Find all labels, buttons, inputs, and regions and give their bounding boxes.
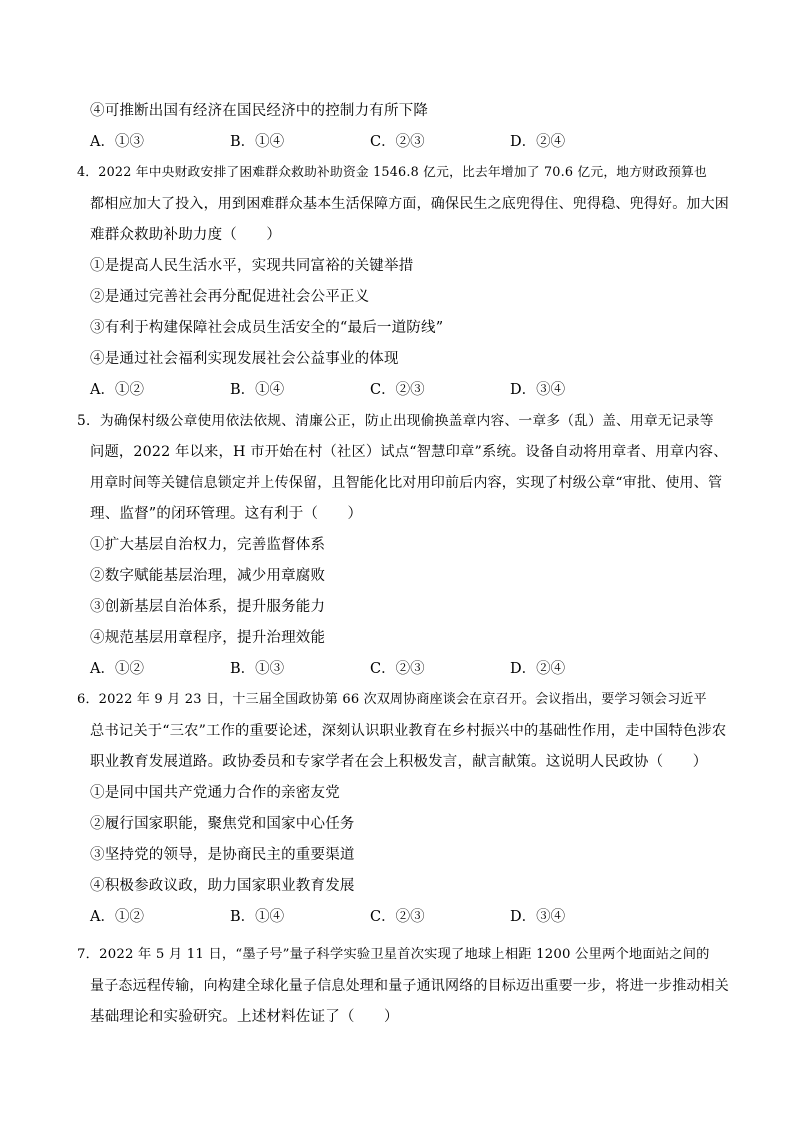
q5-choice-a: A．①② (90, 661, 144, 677)
q4-choice-d: D．③④ (510, 382, 566, 398)
q5-choice-d: D．②④ (510, 661, 566, 677)
q4-choice-b: B．①④ (230, 382, 285, 398)
q6-option-2: ②履行国家职能，聚焦党和国家中心任务 (90, 816, 355, 832)
q4-option-1: ①是提高人民生活水平，实现共同富裕的关键举措 (90, 258, 414, 274)
q5-option-3: ③创新基层自治体系，提升服务能力 (90, 599, 326, 615)
q3-option-4: ④可推断出国有经济在国民经济中的控制力有所下降 (90, 103, 429, 119)
q3-choice-d: D．②④ (510, 134, 566, 150)
q5-option-2: ②数字赋能基层治理，减少用章腐败 (90, 568, 326, 584)
q5-option-4: ④规范基层用章程序，提升治理效能 (90, 630, 326, 646)
q4-stem-line-3: 难群众救助补助力度（ ） (90, 227, 282, 243)
q6-option-4: ④积极参政议政，助力国家职业教育发展 (90, 878, 355, 894)
q4-option-2: ②是通过完善社会再分配促进社会公平正义 (90, 289, 370, 305)
q4-option-4: ④是通过社会福利实现发展社会公益事业的体现 (90, 351, 399, 367)
q3-choice-c: C．②③ (370, 134, 425, 150)
q6-stem-line-1: 6．2022 年 9 月 23 日，十三届全国政协第 66 次双周协商座谈会在京召开。会议指出，要学习领会习近平 (77, 692, 707, 707)
q5-option-1: ①扩大基层自治权力，完善监督体系 (90, 537, 326, 553)
q4-stem-line-1: 4．2022 年中央财政安排了困难群众救助补助资金 1546.8 亿元，比去年增加了 70.6 亿元，地方财政预算也 (77, 165, 707, 180)
q6-option-3: ③坚持党的领导，是协商民主的重要渠道 (90, 847, 355, 863)
q5-answer-choices (90, 659, 730, 679)
q4-option-3: ③有利于构建保障社会成员生活安全的“最后一道防线” (90, 320, 444, 336)
q3-choice-b: B．①④ (230, 134, 285, 150)
q5-choice-c: C．②③ (370, 661, 425, 677)
q7-stem-line-2: 量子态远程传输，向构建全球化量子信息处理和量子通讯网络的目标迈出重要一步，将进一步推动相关 (90, 978, 729, 994)
q7-stem-line-1: 7．2022 年 5 月 11 日，“墨子号”量子科学实验卫星首次实现了地球上相距 1200 公里两个地面站之间的 (77, 947, 710, 962)
q6-option-1: ①是同中国共产党通力合作的亲密友党 (90, 785, 340, 801)
q4-choice-c: C．②③ (370, 382, 425, 398)
q5-stem-line-3: 用章时间等关键信息锁定并上传保留，且智能化比对用印前后内容，实现了村级公章“审批、使用、管 (90, 475, 723, 491)
q6-stem-line-2: 总书记关于“三农”工作的重要论述，深刻认识职业教育在乡村振兴中的基础性作用，走中国特色涉农 (90, 723, 727, 739)
q6-stem-line-3: 职业教育发展道路。政协委员和专家学者在会上积极发言，献言献策。这说明人民政协（ ） (90, 754, 708, 770)
q5-stem-line-1: 5．为确保村级公章使用依法依规、清廉公正，防止出现偷换盖章内容、一章多（乱）盖、用章无记录等 (77, 413, 714, 429)
q4-stem-line-2: 都相应加大了投入，用到困难群众基本生活保障方面，确保民生之底兜得住、兜得稳、兜得好。加大困 (90, 196, 729, 212)
q6-choice-c: C．②③ (370, 909, 425, 925)
q6-choice-a: A．①② (90, 909, 144, 925)
q5-stem-line-2: 问题，2022 年以来，H 市开始在村（社区）试点“智慧印章”系统。设备自动将用章者、用章内容、 (90, 444, 728, 460)
q3-choice-a: A．①③ (90, 134, 144, 150)
q6-answer-choices (90, 907, 730, 927)
q7-stem-line-3: 基础理论和实验研究。上述材料佐证了（ ） (90, 1009, 399, 1025)
q3-answer-choices (90, 132, 730, 152)
q4-answer-choices (90, 380, 730, 400)
q4-choice-a: A．①② (90, 382, 144, 398)
q6-choice-d: D．③④ (510, 909, 566, 925)
q5-stem-line-4: 理、监督”的闭环管理。这有利于（ ） (90, 506, 363, 522)
q6-choice-b: B．①④ (230, 909, 285, 925)
q5-choice-b: B．①③ (230, 661, 285, 677)
